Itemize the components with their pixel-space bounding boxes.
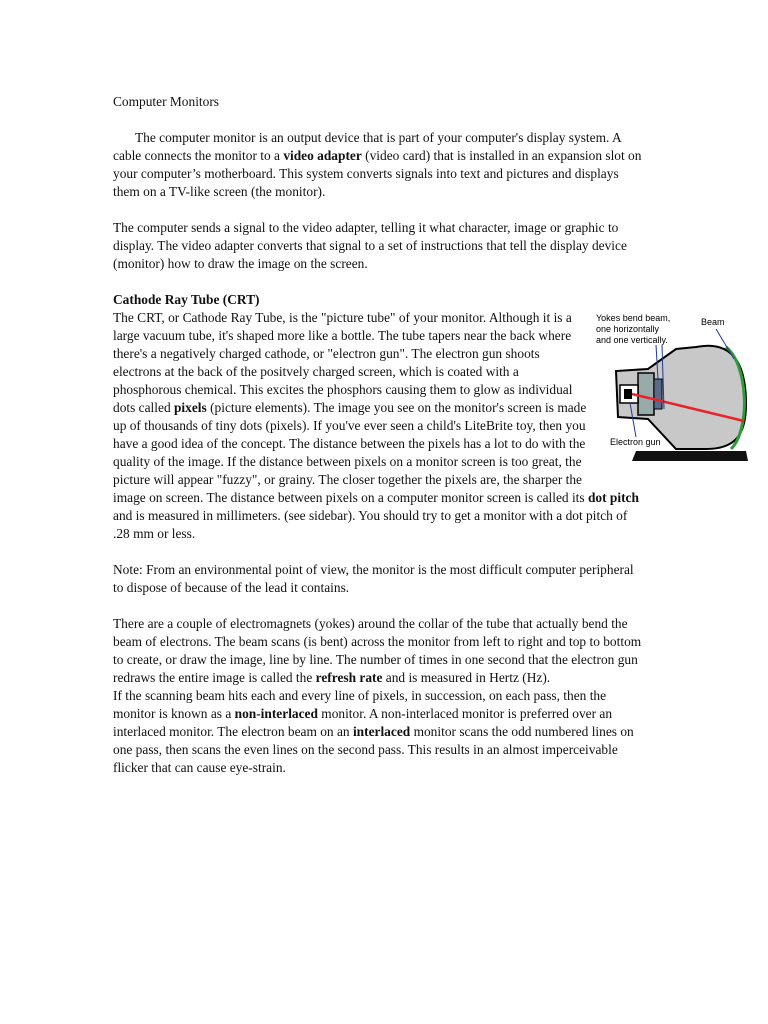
interlace-text-2: monitor. A non-interlaced monitor is preferred over an interlaced monitor. The electron beam on an <box>113 706 613 739</box>
interlace-text-1: If the scanning beam hits each and every line of pixels, in succession, on each pass, then the monitor is known as a <box>113 688 607 721</box>
note-paragraph: Note: From an environmental point of view, the monitor is the most difficult computer peripheral to dispose of because of the lead it contains. <box>113 562 634 595</box>
interlace-bold-non-interlaced: non-interlaced <box>234 706 318 721</box>
document-title: Computer Monitors <box>113 94 220 109</box>
electron-gun-core-shape <box>624 389 632 399</box>
yokes-paragraph <box>113 615 643 687</box>
crt-heading: Cathode Ray Tube (CRT) <box>113 292 260 307</box>
yoke-coil-shape <box>654 379 662 409</box>
interlace-bold-interlaced: interlaced <box>352 724 411 739</box>
crt-section <box>113 309 725 543</box>
yokes-text-1: There are a couple of electromagnets (yokes) around the collar of the tube that actually bend the beam of electrons. The beam scans (is bent) across the monitor from left to right and top to bottom to create, or draw the image, line by line. The number of times in one second that the electron gun redraws the entire image is called the <box>113 616 642 685</box>
crt-text-3: and is measured in millimeters. (see sidebar). You should try to get a monitor with a dot pitch of .28 mm or less. <box>113 508 628 541</box>
document-body <box>113 93 725 777</box>
crt-paragraph <box>113 309 643 543</box>
intro-text-1: The computer monitor is an output device that is part of your computer's display system. A cable connects the monitor to a <box>113 130 621 163</box>
monitor-stand-shape <box>632 451 748 461</box>
crt-diagram <box>596 309 756 473</box>
label-yokes: Yokes bend beam, one horizontally and one vertically. <box>596 313 671 345</box>
interlace-paragraph <box>113 687 643 777</box>
intro-bold-video-adapter: video adapter <box>283 148 362 163</box>
crt-bold-pixels: pixels <box>173 400 207 415</box>
yoke-shape <box>638 373 654 415</box>
label-electron-gun: Electron gun <box>610 437 661 447</box>
crt-bold-dot-pitch: dot pitch <box>587 490 639 505</box>
signal-paragraph: The computer sends a signal to the video adapter, telling it what character, image or graphic to display. The video adapter converts that signal to a set of instructions that tell the display device (monitor) how to draw the image on the screen. <box>113 220 627 271</box>
label-beam: Beam <box>701 317 725 327</box>
yokes-bold-refresh-rate: refresh rate <box>315 670 383 685</box>
intro-paragraph <box>113 129 643 201</box>
crt-text-2: (picture elements). The image you see on the monitor's screen is made up of thousands of tiny dots (pixels). If you've ever seen a child's LiteBrite toy, then you have a good idea of the concept. The distance between the pixels has a lot to do with the quality of the image. If the distance between pixels on a monitor screen is too great, the picture will appear "fuzzy", or grainy. The closer together the pixels are, the sharper the image on screen. The distance between pixels on a computer monitor screen is called its <box>113 400 588 505</box>
yokes-text-2: and is measured in Hertz (Hz). <box>382 670 551 685</box>
crt-text-1: The CRT, or Cathode Ray Tube, is the "picture tube" of your monitor. Although it is a large vacuum tube, it's shaped more like a bottle. The tube tapers near the back where there's a negatively charged cathode, or "electron gun". The electron gun shoots electrons at the back of the positvely charged screen, which is coated with a phosphorous chemical. This excites the phosphors causing them to glow as individual dots called <box>113 310 573 415</box>
interlace-text-3: monitor scans the odd numbered lines on one pass, then scans the even lines on the second pass. This results in an almost imperceivable flicker that can cause eye-strain. <box>113 724 634 775</box>
intro-text-2: (video card) that is installed in an expansion slot on your computer’s motherboard. This system converts signals into text and pictures and displays them on a TV-like screen (the monitor). <box>113 148 642 199</box>
